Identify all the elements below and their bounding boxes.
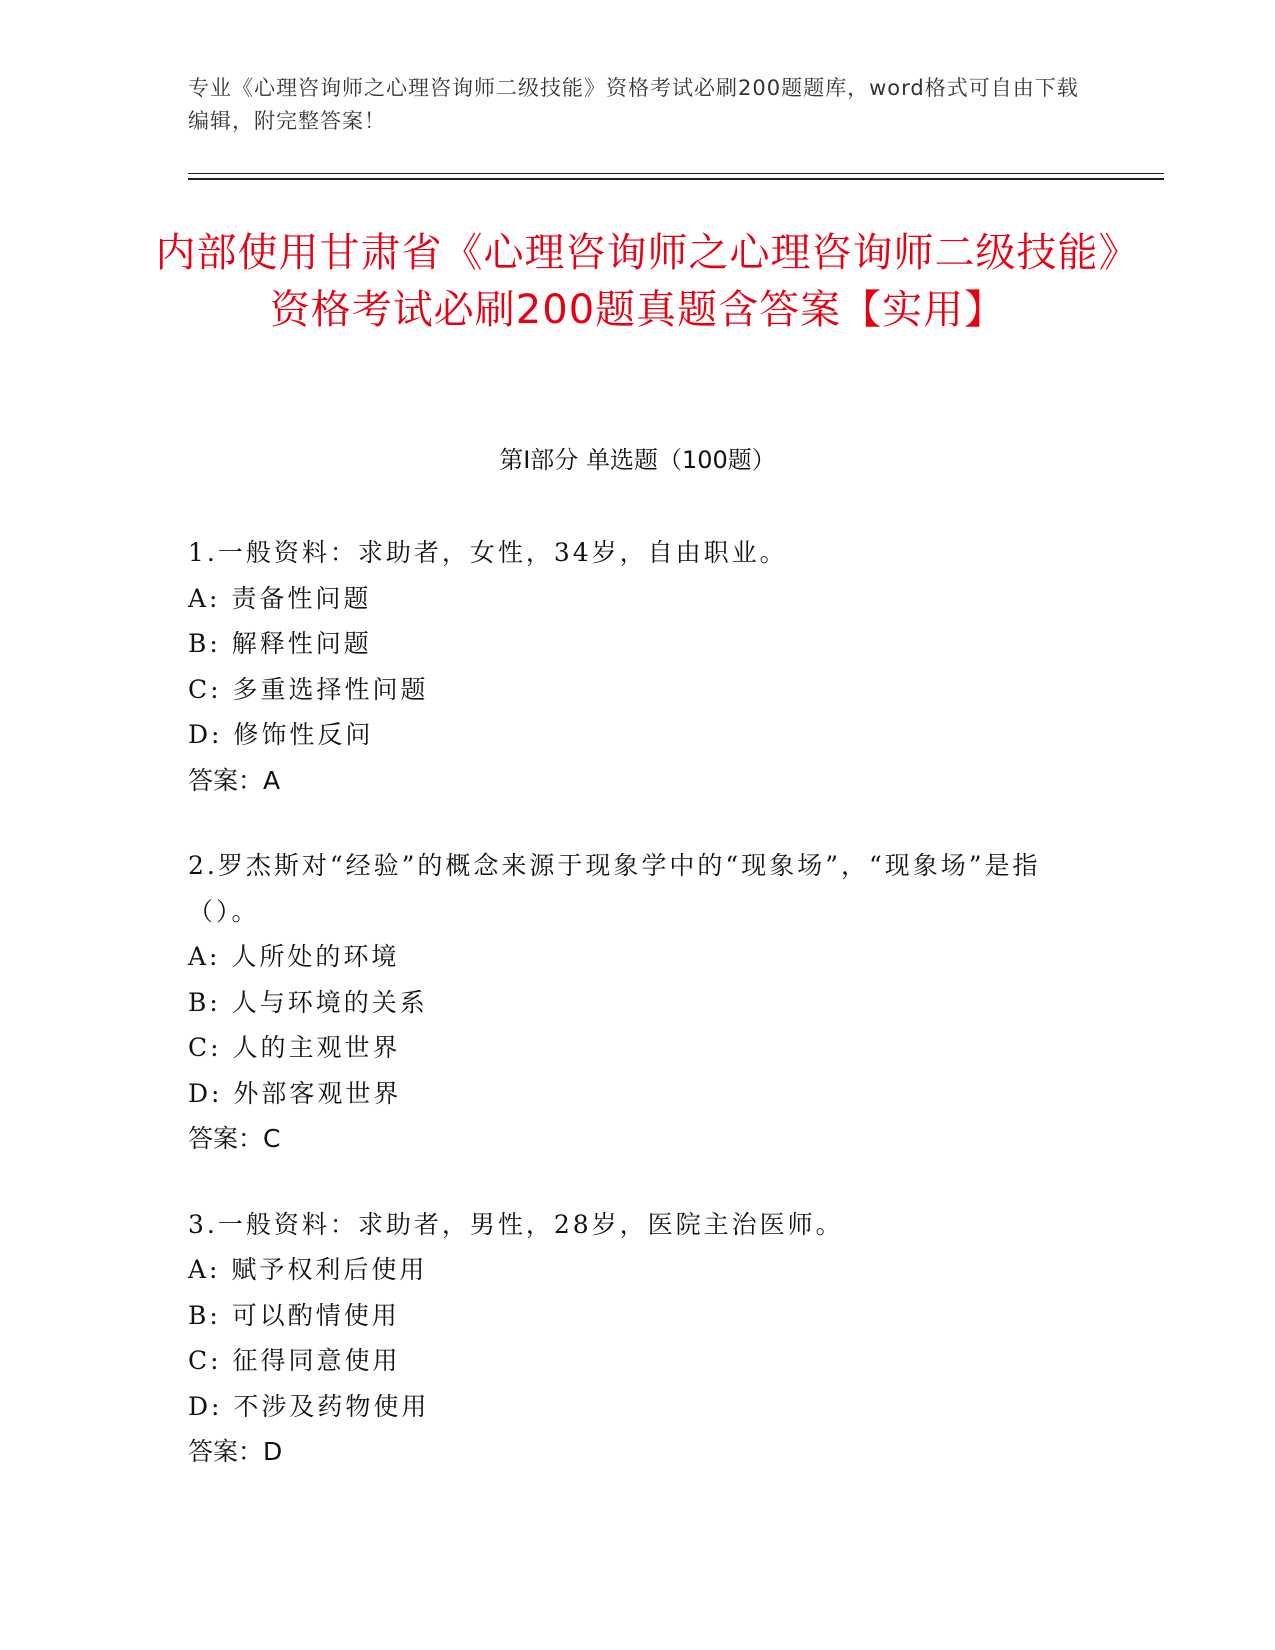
question-list	[188, 530, 1068, 1515]
question-item	[188, 843, 1068, 1162]
question-text: 3.一般资料：求助者，男性，28岁，医院主治医师。	[188, 1209, 844, 1239]
section-title: 第Ⅰ部分 单选题（100题）	[499, 446, 776, 474]
option-b: B: 可以酌情使用	[188, 1300, 400, 1330]
question-item	[188, 530, 1068, 803]
option-d: D: 不涉及药物使用	[188, 1391, 430, 1421]
header-rule-top	[188, 173, 1164, 174]
option-d: D: 外部客观世界	[188, 1078, 402, 1108]
option-b: B: 人与环境的关系	[188, 987, 428, 1017]
answer-line: 答案：A	[188, 765, 281, 795]
option-a: A: 赋予权利后使用	[188, 1255, 428, 1284]
option-c: C: 多重选择性问题	[188, 674, 429, 704]
document-title: 内部使用甘肃省《心理咨询师之心理咨询师二级技能》资格考试必刷200题真题含答案【实用】	[155, 230, 1120, 333]
option-a: A: 责备性问题	[188, 583, 372, 613]
option-c: C: 征得同意使用	[188, 1346, 401, 1375]
question-text: 1.一般资料：求助者，女性，34岁，自由职业。	[188, 538, 788, 567]
question-item	[188, 1202, 1068, 1475]
answer-line: 答案：D	[188, 1437, 283, 1466]
option-c: C: 人的主观世界	[188, 1033, 401, 1062]
option-b: B: 解释性问题	[188, 629, 372, 658]
answer-line: 答案：C	[188, 1124, 281, 1153]
header-rule-bottom	[188, 178, 1164, 180]
header-note: 专业《心理咨询师之心理咨询师二级技能》资格考试必刷200题题库，word格式可自由下载编辑，附完整答案！	[188, 76, 1079, 133]
option-a: A: 人所处的环境	[188, 942, 400, 971]
question-text: 2.罗杰斯对“经验”的概念来源于现象学中的“现象场”，“现象场”是指（）。	[188, 851, 1041, 926]
option-d: D: 修饰性反问	[188, 720, 374, 749]
